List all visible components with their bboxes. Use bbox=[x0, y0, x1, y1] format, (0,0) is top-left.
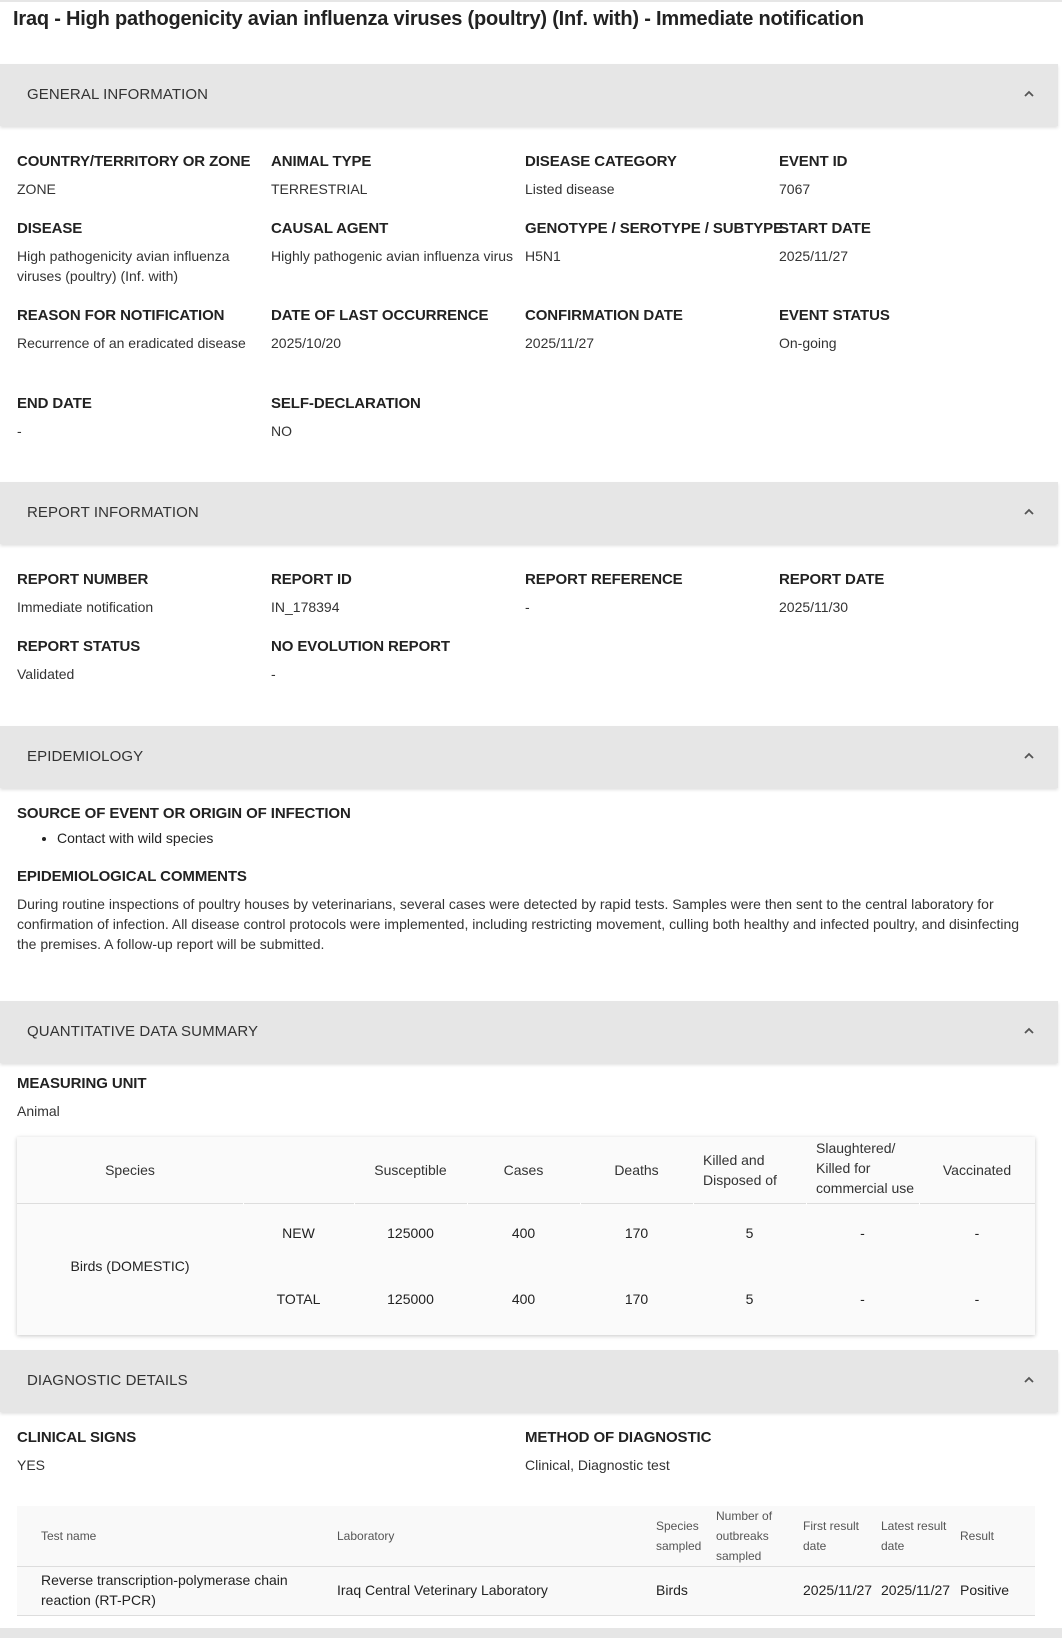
field-label: METHOD OF DIAGNOSTIC bbox=[525, 1429, 712, 1446]
field-genotype bbox=[525, 220, 783, 266]
column-header-killed-and-disposed[interactable]: Killed and Disposed of bbox=[703, 1152, 777, 1188]
field-label: GENOTYPE / SEROTYPE / SUBTYPE bbox=[525, 220, 783, 237]
field-label: ANIMAL TYPE bbox=[271, 153, 372, 170]
column-header-latest-result-date[interactable]: Latest result date bbox=[881, 1519, 947, 1553]
cell-slaughtered: - bbox=[860, 1291, 865, 1307]
field-label: DISEASE CATEGORY bbox=[525, 153, 677, 170]
field-label: EVENT ID bbox=[779, 153, 848, 170]
header-gap bbox=[693, 1203, 694, 1205]
column-header-deaths[interactable]: Deaths bbox=[614, 1162, 659, 1178]
column-header-outbreaks-sampled[interactable]: Number of outbreaks sampled bbox=[716, 1509, 773, 1563]
cell-susceptible: 125000 bbox=[387, 1291, 434, 1307]
column-header-cases[interactable]: Cases bbox=[503, 1162, 544, 1178]
section-title: GENERAL INFORMATION bbox=[27, 86, 209, 103]
field-value: 7067 bbox=[779, 181, 811, 197]
field-value: Validated bbox=[17, 666, 75, 682]
cell-cases: 400 bbox=[511, 1225, 536, 1241]
chevron-up-icon[interactable] bbox=[1022, 1373, 1036, 1387]
species-cell: Birds (DOMESTIC) bbox=[70, 1258, 190, 1274]
field-label: REPORT NUMBER bbox=[17, 571, 149, 588]
cell-deaths: 170 bbox=[624, 1291, 649, 1307]
field-label: CAUSAL AGENT bbox=[271, 220, 389, 237]
header-divider bbox=[17, 1203, 1035, 1204]
field-source-of-event bbox=[17, 805, 351, 822]
field-disease-category bbox=[525, 153, 677, 199]
field-label: SOURCE OF EVENT OR ORIGIN OF INFECTION bbox=[17, 805, 351, 822]
quantitative-data-table bbox=[17, 1137, 1035, 1335]
page-title: Iraq - High pathogenicity avian influenza viruses (poultry) (Inf. with) - Immediate notification bbox=[13, 8, 864, 30]
field-value: 2025/10/20 bbox=[271, 335, 342, 351]
field-end-date bbox=[17, 395, 92, 441]
cell-test-name: Reverse transcription-polymerase chain reaction (RT-PCR) bbox=[41, 1572, 288, 1608]
list-item: • Contact with wild species bbox=[57, 830, 213, 846]
chevron-up-icon[interactable] bbox=[1022, 505, 1036, 519]
cell-vaccinated: - bbox=[974, 1225, 980, 1241]
column-header-susceptible[interactable]: Susceptible bbox=[374, 1162, 447, 1178]
chevron-up-icon[interactable] bbox=[1022, 1024, 1036, 1038]
source-list bbox=[38, 830, 213, 846]
diagnostic-tests-table bbox=[17, 1506, 1035, 1616]
section-header-diagnostic-details[interactable] bbox=[0, 1350, 1058, 1412]
field-method-of-diagnostic bbox=[525, 1429, 711, 1475]
column-header-slaughtered[interactable]: Slaughtered/ Killed for commercial use bbox=[816, 1140, 915, 1196]
section-header-general-information[interactable] bbox=[0, 64, 1058, 126]
field-value: - bbox=[271, 666, 276, 682]
field-label: EVENT STATUS bbox=[779, 307, 890, 324]
field-label: CLINICAL SIGNS bbox=[17, 1429, 137, 1446]
field-value: 2025/11/30 bbox=[779, 599, 849, 615]
column-header-first-result-date[interactable]: First result date bbox=[803, 1519, 860, 1553]
field-label: REPORT DATE bbox=[779, 571, 885, 588]
field-value: IN_178394 bbox=[271, 599, 340, 615]
field-report-date bbox=[779, 571, 884, 617]
cell-vaccinated: - bbox=[974, 1291, 980, 1307]
cell-first-result-date: 2025/11/27 bbox=[803, 1582, 873, 1598]
cell-slaughtered: - bbox=[860, 1225, 865, 1241]
field-disease bbox=[17, 220, 267, 286]
row-type-total: TOTAL bbox=[276, 1291, 321, 1307]
cell-laboratory: Iraq Central Veterinary Laboratory bbox=[337, 1582, 548, 1598]
section-title: REPORT INFORMATION bbox=[27, 504, 199, 521]
header-gap bbox=[467, 1203, 468, 1205]
field-measuring-unit bbox=[17, 1075, 146, 1121]
field-value: NO bbox=[271, 423, 292, 439]
column-header-result[interactable]: Result bbox=[960, 1529, 995, 1543]
field-value: Animal bbox=[17, 1103, 60, 1119]
section-title: EPIDEMIOLOGY bbox=[27, 748, 144, 765]
field-value: YES bbox=[17, 1457, 46, 1473]
table-bottom-border bbox=[17, 1615, 1035, 1616]
column-header-laboratory[interactable]: Laboratory bbox=[337, 1529, 395, 1543]
field-event-status bbox=[779, 307, 890, 353]
header-gap bbox=[806, 1203, 807, 1205]
header-gap bbox=[919, 1203, 920, 1205]
field-label: DATE OF LAST OCCURRENCE bbox=[271, 307, 489, 324]
epidemiological-comments-text: During routine inspections of poultry houses by veterinarians, several cases were detected by rapid tests. Samples were then sent to the central laboratory for confirmation of infection. All disease control protocols were implemented, including restricting movement, culling both healthy and infected poultry, and disinfecting the premises. A follow-up report will be submitted. bbox=[17, 896, 1020, 952]
field-value: H5N1 bbox=[525, 248, 561, 264]
field-no-evolution-report bbox=[271, 638, 450, 684]
field-event-id bbox=[779, 153, 847, 199]
cell-killed: 5 bbox=[745, 1225, 754, 1241]
field-label: REPORT ID bbox=[271, 571, 352, 588]
field-report-number bbox=[17, 571, 153, 617]
field-label: COUNTRY/TERRITORY OR ZONE bbox=[17, 153, 251, 170]
header-gap bbox=[243, 1203, 244, 1205]
column-header-species[interactable]: Species bbox=[105, 1162, 155, 1178]
section-header-report-information[interactable] bbox=[0, 482, 1058, 544]
next-section-edge bbox=[0, 1628, 1062, 1638]
field-value: Recurrence of an eradicated disease bbox=[17, 335, 246, 351]
field-causal-agent bbox=[271, 220, 521, 266]
header-divider bbox=[17, 1566, 1035, 1567]
field-start-date bbox=[779, 220, 871, 266]
field-value: ZONE bbox=[17, 181, 56, 197]
section-title: DIAGNOSTIC DETAILS bbox=[27, 1372, 188, 1389]
field-label: REPORT STATUS bbox=[17, 638, 141, 655]
field-value: Clinical, Diagnostic test bbox=[525, 1457, 670, 1473]
cell-susceptible: 125000 bbox=[387, 1225, 434, 1241]
column-header-vaccinated[interactable]: Vaccinated bbox=[942, 1162, 1012, 1178]
section-header-quantitative-data-summary[interactable] bbox=[0, 1001, 1058, 1063]
field-confirmation-date bbox=[525, 307, 683, 353]
field-label: REPORT REFERENCE bbox=[525, 571, 683, 588]
column-header-test-name[interactable]: Test name bbox=[41, 1529, 97, 1543]
field-value: 2025/11/27 bbox=[779, 248, 849, 264]
chevron-up-icon[interactable] bbox=[1022, 749, 1036, 763]
field-value: 2025/11/27 bbox=[525, 335, 595, 351]
cell-species-sampled: Birds bbox=[656, 1582, 688, 1598]
field-label: END DATE bbox=[17, 395, 92, 412]
field-value: TERRESTRIAL bbox=[271, 181, 368, 197]
field-value: - bbox=[17, 423, 22, 439]
field-label: DISEASE bbox=[17, 220, 83, 237]
header-gap bbox=[580, 1203, 581, 1205]
field-value: Highly pathogenic avian influenza virus bbox=[271, 248, 514, 264]
cell-cases: 400 bbox=[511, 1291, 536, 1307]
field-label: MEASURING UNIT bbox=[17, 1075, 147, 1092]
field-reason bbox=[17, 307, 257, 353]
cell-killed: 5 bbox=[745, 1291, 754, 1307]
section-header-epidemiology[interactable] bbox=[0, 726, 1058, 788]
field-report-reference bbox=[525, 571, 683, 617]
chevron-up-icon[interactable] bbox=[1022, 87, 1036, 101]
field-label: CONFIRMATION DATE bbox=[525, 307, 683, 324]
field-value: On-going bbox=[779, 335, 837, 351]
field-label: EPIDEMIOLOGICAL COMMENTS bbox=[17, 868, 247, 885]
field-clinical-signs bbox=[17, 1429, 136, 1475]
field-epidemiological-comments bbox=[17, 868, 247, 885]
field-report-status bbox=[17, 638, 140, 684]
section-title: QUANTITATIVE DATA SUMMARY bbox=[27, 1023, 259, 1040]
field-label: REASON FOR NOTIFICATION bbox=[17, 307, 225, 324]
field-country bbox=[17, 153, 250, 199]
top-divider bbox=[0, 0, 1062, 2]
field-self-declaration bbox=[271, 395, 421, 441]
field-value: Listed disease bbox=[525, 181, 615, 197]
header-gap bbox=[354, 1203, 355, 1205]
field-label: START DATE bbox=[779, 220, 871, 237]
field-animal-type bbox=[271, 153, 371, 199]
cell-result: Positive bbox=[960, 1582, 1010, 1598]
cell-latest-result-date: 2025/11/27 bbox=[881, 1582, 951, 1598]
row-type-new: NEW bbox=[282, 1225, 315, 1241]
column-header-species-sampled[interactable]: Species sampled bbox=[656, 1519, 702, 1553]
field-value: - bbox=[525, 599, 530, 615]
field-value: Immediate notification bbox=[17, 599, 154, 615]
cell-deaths: 170 bbox=[624, 1225, 649, 1241]
field-report-id bbox=[271, 571, 352, 617]
field-value: High pathogenicity avian influenza viruses (poultry) (Inf. with) bbox=[17, 248, 230, 284]
field-label: SELF-DECLARATION bbox=[271, 395, 421, 412]
field-last-occurrence bbox=[271, 307, 488, 353]
field-label: NO EVOLUTION REPORT bbox=[271, 638, 450, 655]
